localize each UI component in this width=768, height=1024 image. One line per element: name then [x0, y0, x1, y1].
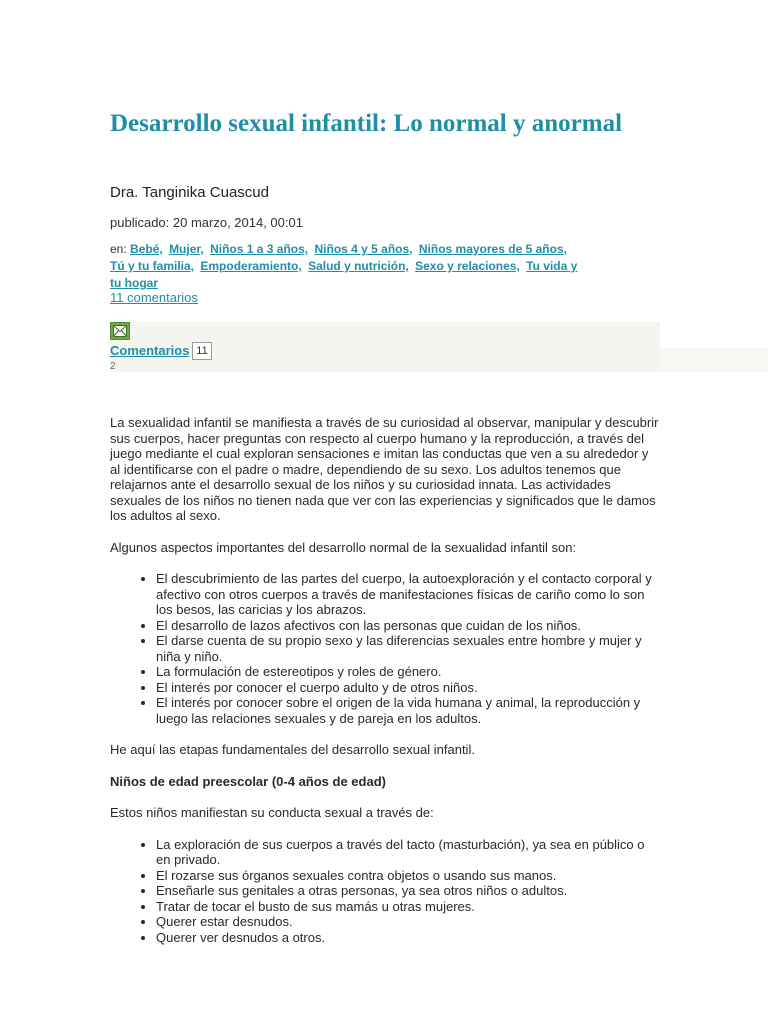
intro-paragraph: La sexualidad infantil se manifiesta a través de su curiosidad al observar, manipular y descubrir sus cuerpos, hacer preguntas con respecto al cuerpo humano y la reproducción, a través del juego mediante el cual exploran sensaciones e imitan las conductas que ven a su alrededor y al identificarse con el padre o madre, dependiendo de su sexo. Los adultos tenemos que relajarnos ante el desarrollo sexual de los niños y su curiosidad innata. Las actividades sexuales de los niños no tienen nada que ver con las experiencias y significados que le damos los adultos al sexo.: [110, 415, 659, 523]
list-item: • La formulación de estereotipos y roles de género.: [156, 664, 660, 680]
aspects-list: [110, 571, 660, 726]
list-item: • El rozarse sus órganos sexuales contra objetos o usando sus manos.: [156, 868, 660, 884]
category-link-bebe[interactable]: Bebé,: [130, 242, 163, 256]
list-item: • El interés por conocer sobre el origen de la vida humana y animal, la reproducción y luego las relaciones sexuales y de pareja en los adultos.: [156, 695, 660, 726]
category-link-empoderamiento[interactable]: Empoderamiento,: [200, 259, 302, 273]
category-link-mujer[interactable]: Mujer,: [169, 242, 204, 256]
preschool-list: [110, 837, 660, 946]
comments-sub-number: 2: [110, 361, 116, 372]
category-link-ninos-1-3[interactable]: Niños 1 a 3 años,: [210, 242, 309, 256]
category-link-sexo-relaciones[interactable]: Sexo y relaciones,: [415, 259, 520, 273]
category-link-tu-y-tu-familia[interactable]: Tú y tu familia,: [110, 259, 195, 273]
list-item: • El interés por conocer el cuerpo adulto y de otros niños.: [156, 680, 660, 696]
category-link-tu-vida-hogar[interactable]: Tu vida y tu hogar: [110, 259, 578, 290]
preschool-intro: Estos niños manifiestan su conducta sexual a través de:: [110, 805, 434, 820]
article-body: [110, 415, 660, 961]
publish-date: publicado: 20 marzo, 2014, 00:01: [110, 215, 303, 230]
category-link-ninos-4-5[interactable]: Niños 4 y 5 años,: [314, 242, 413, 256]
preschool-heading: Niños de edad preescolar (0-4 años de edad): [110, 773, 386, 789]
list-item: • Querer estar desnudos.: [156, 914, 660, 930]
article-author: Dra. Tanginika Cuascud: [110, 184, 269, 201]
category-link-salud-nutricion[interactable]: Salud y nutrición,: [308, 259, 409, 273]
category-list: [110, 241, 580, 292]
list-item: • Querer ver desnudos a otros.: [156, 930, 660, 946]
comments-count-link[interactable]: 11 comentarios: [110, 290, 198, 305]
comments-button[interactable]: Comentarios: [110, 343, 190, 358]
category-prefix: en:: [110, 242, 127, 256]
list-item: • Tratar de tocar el busto de sus mamás u otras mujeres.: [156, 899, 660, 915]
side-panel-edge: [660, 348, 768, 372]
article-title: Desarrollo sexual infantil: Lo normal y anormal: [110, 110, 623, 137]
comments-count-badge: 11: [192, 342, 212, 360]
stages-intro: He aquí las etapas fundamentales del desarrollo sexual infantil.: [110, 742, 475, 757]
category-link-ninos-mayores-5[interactable]: Niños mayores de 5 años,: [418, 242, 567, 256]
list-item: • El descubrimiento de las partes del cuerpo, la autoexploración y el contacto corporal y afectivo con otros cuerpos a través de manifestaciones físicas de cariño como lo son los besos, las caricias y los abrazos.: [156, 571, 660, 618]
list-item: • Enseñarle sus genitales a otras personas, ya sea otros niños o adultos.: [156, 883, 660, 899]
aspects-intro: Algunos aspectos importantes del desarrollo normal de la sexualidad infantil son:: [110, 539, 577, 555]
list-item: • El desarrollo de lazos afectivos con las personas que cuidan de los niños.: [156, 618, 660, 634]
mail-icon[interactable]: [110, 322, 130, 340]
list-item: • La exploración de sus cuerpos a través del tacto (masturbación), ya sea en público o en privado.: [156, 837, 660, 868]
list-item: • El darse cuenta de su propio sexo y las diferencias sexuales entre hombre y mujer y niña y niño.: [156, 633, 660, 664]
